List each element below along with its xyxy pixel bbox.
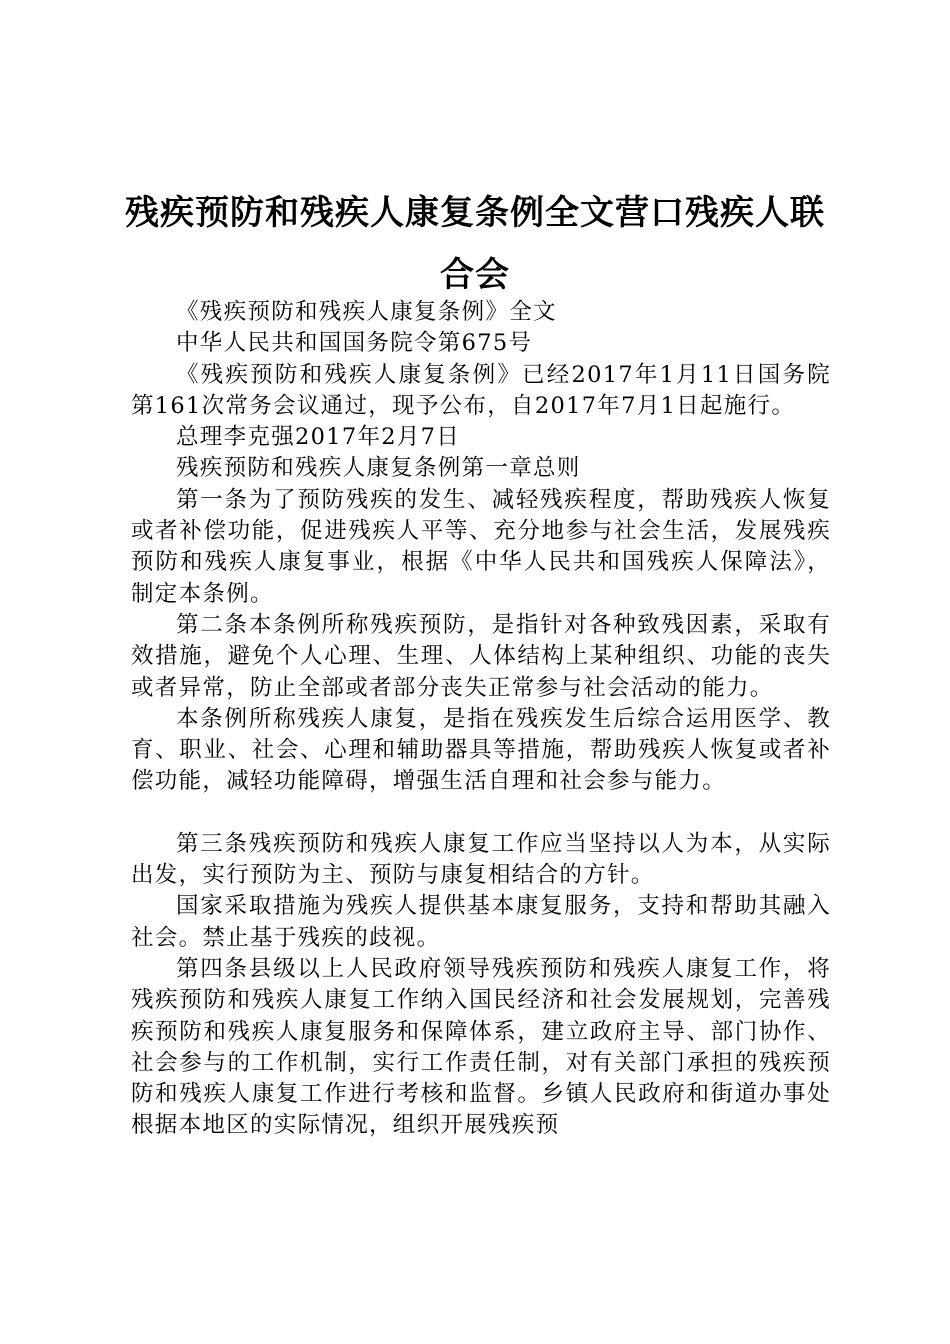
paragraph: 第一条为了预防残疾的发生、减轻残疾程度，帮助残疾人恢复或者补偿功能，促进残疾人平等、充分地参与社会生活，发展残疾预防和残疾人康复事业，根据《中华人民共和国残疾人保障法》，制定本条例。 — [131, 486, 831, 607]
paragraph: 《残疾预防和残疾人康复条例》已经2017年1月11日国务院第161次常务会议通过，现予公布，自2017年7月1日起施行。 — [131, 361, 831, 419]
paragraph: 第二条本条例所称残疾预防，是指针对各种致残因素，采取有效措施，避免个人心理、生理、人体结构上某种组织、功能的丧失或者异常，防止全部或者部分丧失正常参与社会活动的能力。 — [131, 611, 831, 701]
paragraph: 中华人民共和国国务院令第675号 — [176, 330, 533, 357]
paragraph: 国家采取措施为残疾人提供基本康复服务，支持和帮助其融入社会。禁止基于残疾的歧视。 — [131, 893, 831, 951]
paragraph: 《残疾预防和残疾人康复条例》全文 — [176, 299, 557, 325]
document-title: 残疾预防和残疾人康复条例全文营口残疾人联合会 — [125, 193, 825, 295]
blank-line — [131, 798, 831, 829]
paragraph: 残疾预防和残疾人康复条例第一章总则 — [176, 455, 581, 482]
paragraph: 本条例所称残疾人康复，是指在残疾发生后综合运用医学、教育、职业、社会、心理和辅助器具等措施，帮助残疾人恢复或者补偿功能，减轻功能障碍，增强生活自理和社会参与能力。 — [131, 705, 831, 795]
document-body — [131, 297, 831, 1142]
paragraph: 总理李克强2017年2月7日 — [176, 424, 461, 451]
paragraph: 第四条县级以上人民政府领导残疾预防和残疾人康复工作，将残疾预防和残疾人康复工作纳入国民经济和社会发展规划，完善残疾预防和残疾人康复服务和保障体系，建立政府主导、部门协作、社会参与的工作机制，实行工作责任制，对有关部门承担的残疾预防和残疾人康复工作进行考核和监督。乡镇人民政府和街道办事处根据本地区的实际情况，组织开展残疾预 — [131, 955, 831, 1139]
paragraph: 第三条残疾预防和残疾人康复工作应当坚持以人为本，从实际出发，实行预防为主、预防与康复相结合的方针。 — [131, 830, 831, 889]
